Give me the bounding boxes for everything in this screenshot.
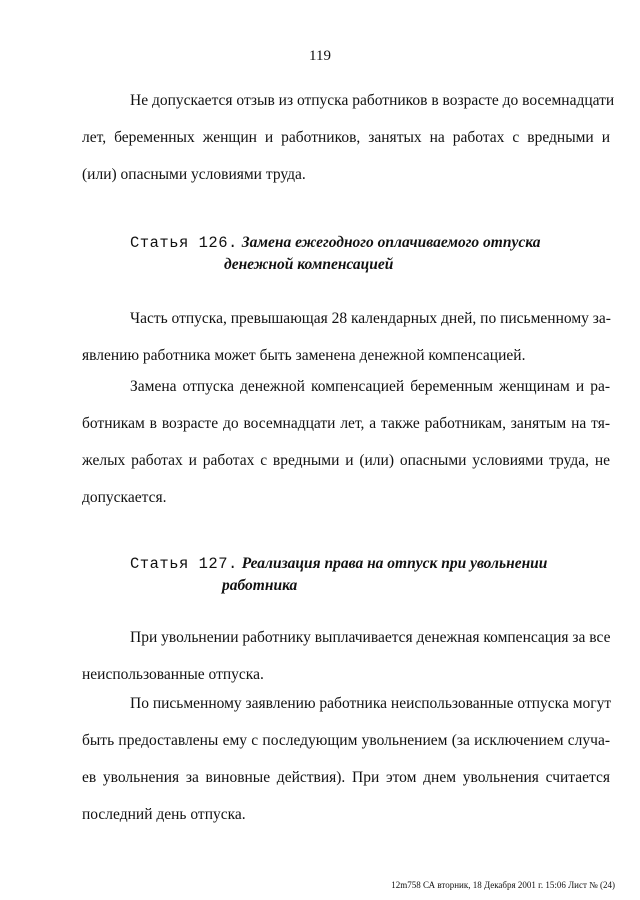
article-127-label: Статья 127. — [130, 555, 238, 573]
text-line: лет, беременных женщин и работников, занятых на работах с вредными и — [82, 129, 610, 146]
article-126-paragraph-1 — [82, 300, 610, 374]
text-line: быть предоставлены ему с последующим увольнением (за исключением случа- — [82, 732, 610, 749]
text-line: По письменному заявлению работника неиспользованные отпуска могут — [130, 695, 612, 712]
page-number: 119 — [309, 48, 331, 64]
text-line: последний день отпуска. — [82, 806, 246, 823]
text-line: неиспользованные отпуска. — [82, 666, 264, 683]
text-line: явлению работника может быть заменена денежной компенсацией. — [82, 347, 526, 364]
article-126-title-line-1: Замена ежегодного оплачиваемого отпуска — [241, 234, 541, 251]
article-126-label: Статья 126. — [130, 234, 238, 252]
print-footer: 12m758 СА вторник, 18 Декабря 2001 г. 15:06 Лист № (24) — [391, 880, 615, 890]
paragraph-recall-prohibition — [82, 82, 615, 193]
text-line: ботникам в возрасте до восемнадцати лет, а также работникам, занятым на тя- — [82, 415, 610, 432]
text-line: ев увольнения за виновные действия). При этом днем увольнения считается — [82, 769, 610, 786]
text-line: Замена отпуска денежной компенсацией беременным женщинам и ра- — [130, 378, 610, 395]
article-126-paragraph-2 — [82, 368, 610, 516]
article-126-heading — [130, 232, 540, 276]
text-line: При увольнении работнику выплачивается денежная компенсация за все — [130, 629, 611, 646]
article-127-heading — [130, 553, 547, 597]
article-127-paragraph-2 — [82, 685, 610, 833]
text-line: Не допускается отзыв из отпуска работников в возрасте до восемнадцати — [130, 92, 615, 109]
text-line: желых работах и работах с вредными и (или) опасными условиями труда, не — [82, 452, 610, 469]
text-line: (или) опасными условиями труда. — [82, 166, 306, 183]
article-126-title-line-2: денежной компенсацией — [224, 256, 394, 273]
article-127-title-line-2: работника — [222, 577, 298, 594]
text-line: Часть отпуска, превышающая 28 календарных дней, по письменному за- — [130, 310, 611, 327]
article-127-paragraph-1 — [82, 619, 610, 693]
article-127-title-line-1: Реализация права на отпуск при увольнении — [241, 555, 548, 572]
text-line: допускается. — [82, 489, 167, 506]
